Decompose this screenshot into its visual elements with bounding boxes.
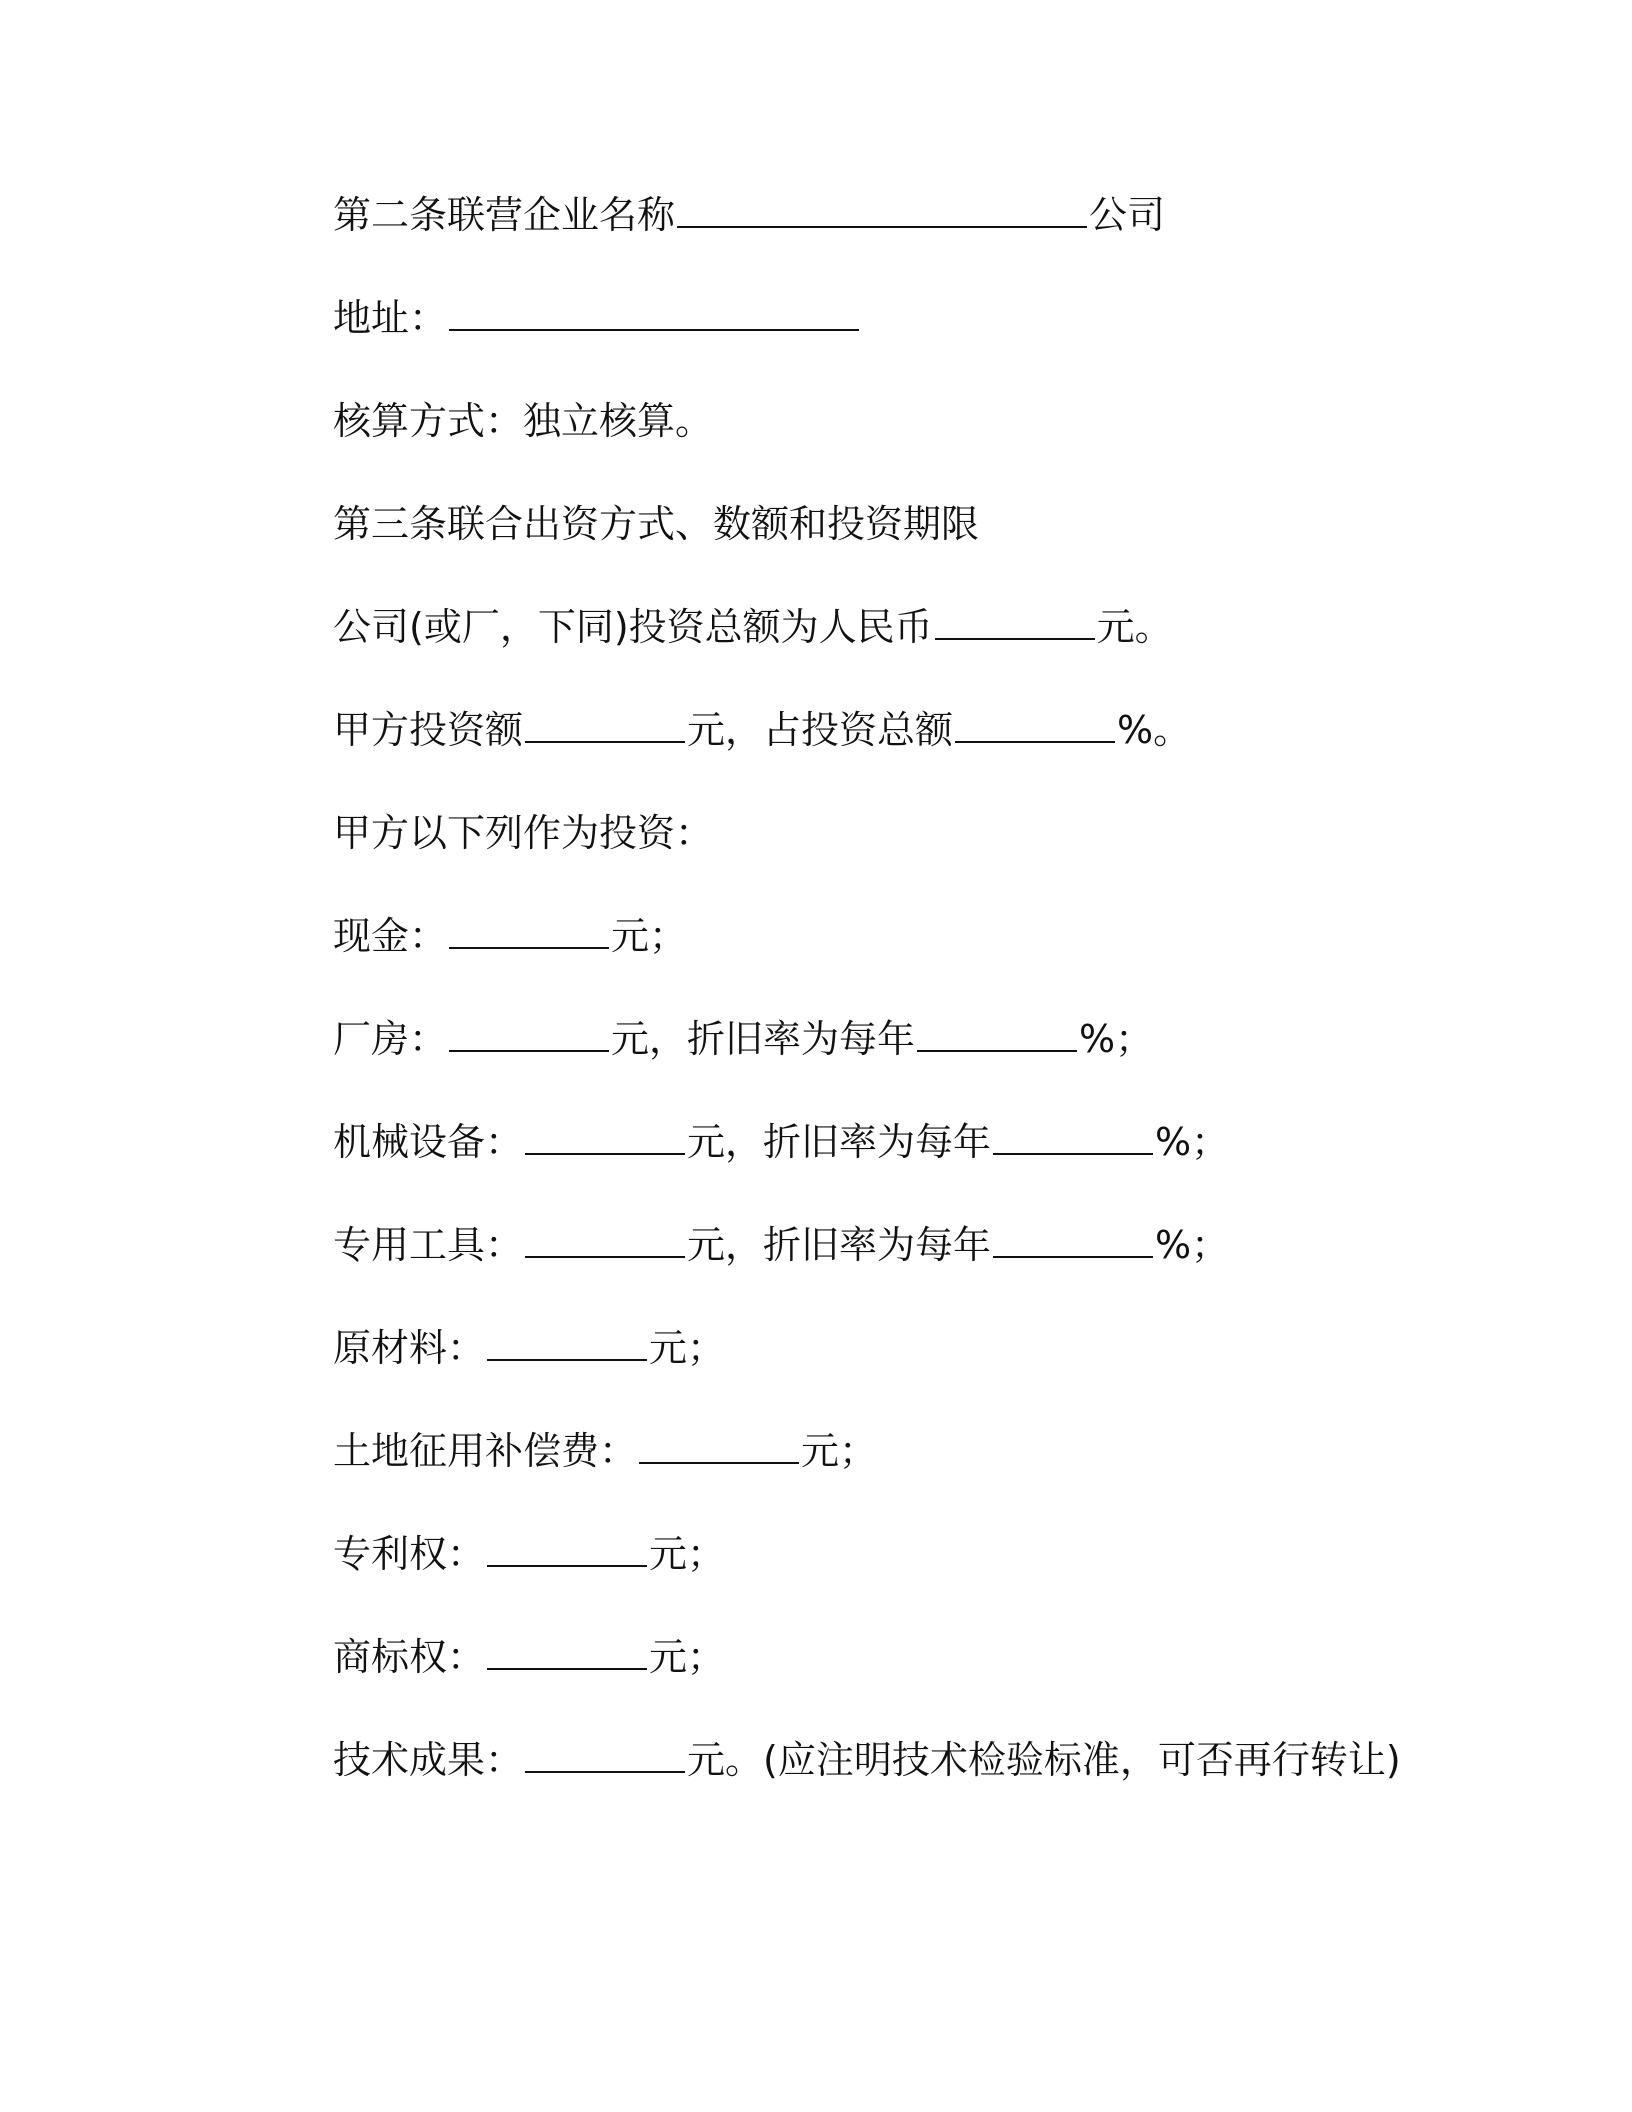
- blank-field-raw-materials[interactable]: [487, 1329, 647, 1361]
- text: 专用工具：: [333, 1223, 524, 1267]
- blank-field-company-name[interactable]: [677, 196, 1087, 228]
- blank-field-land-compensation[interactable]: [639, 1432, 799, 1464]
- blank-field-party-a-percent[interactable]: [955, 711, 1115, 743]
- total-investment-line: [333, 597, 1173, 657]
- text: 元；: [649, 1532, 726, 1576]
- blank-field-machinery-depreciation[interactable]: [993, 1123, 1153, 1155]
- raw-materials-line: [333, 1318, 725, 1378]
- text: 厂房：: [333, 1017, 448, 1061]
- text: 元，占投资总额: [687, 708, 954, 752]
- text: 现金：: [333, 914, 448, 958]
- address-line: [333, 288, 861, 348]
- text: 第二条联营企业名称: [333, 193, 676, 237]
- cash-line: [333, 906, 687, 966]
- text: 甲方投资额: [333, 708, 524, 752]
- text: 公司(或厂，下同)投资总额为人民币: [333, 605, 933, 649]
- blank-field-factory-amount[interactable]: [449, 1020, 609, 1052]
- blank-field-trademark[interactable]: [487, 1638, 647, 1670]
- text: 机械设备：: [333, 1120, 524, 1164]
- blank-field-tools-depreciation[interactable]: [993, 1226, 1153, 1258]
- blank-field-address[interactable]: [449, 299, 859, 331]
- special-tools-line: [333, 1215, 1229, 1275]
- text: 商标权：: [333, 1635, 486, 1679]
- blank-field-total-investment[interactable]: [935, 608, 1095, 640]
- party-a-items-heading: [333, 803, 713, 863]
- machinery-line: [333, 1112, 1229, 1172]
- text: 元，折旧率为每年: [687, 1120, 992, 1164]
- blank-field-tools-amount[interactable]: [525, 1226, 685, 1258]
- text: %；: [1155, 1223, 1230, 1267]
- accounting-method-line: [333, 391, 713, 451]
- land-compensation-line: [333, 1421, 877, 1481]
- blank-field-cash[interactable]: [449, 917, 609, 949]
- blank-field-patent[interactable]: [487, 1535, 647, 1567]
- text: 元，折旧率为每年: [611, 1017, 916, 1061]
- blank-field-technical-achievements[interactable]: [525, 1741, 685, 1773]
- text: 技术成果：: [333, 1738, 524, 1782]
- text: %。: [1117, 708, 1192, 752]
- text: 核算方式：独立核算。: [333, 399, 714, 443]
- text: 甲方以下列作为投资：: [333, 811, 714, 855]
- text: 专利权：: [333, 1532, 486, 1576]
- blank-field-machinery-amount[interactable]: [525, 1123, 685, 1155]
- technical-achievements-line: [333, 1730, 1401, 1790]
- patent-line: [333, 1524, 725, 1584]
- blank-field-party-a-amount[interactable]: [525, 711, 685, 743]
- text: 土地征用补偿费：: [333, 1429, 638, 1473]
- text: 元，折旧率为每年: [687, 1223, 992, 1267]
- text: %；: [1155, 1120, 1230, 1164]
- trademark-line: [333, 1627, 725, 1687]
- text: 原材料：: [333, 1326, 486, 1370]
- blank-field-factory-depreciation[interactable]: [917, 1020, 1077, 1052]
- text: 元。: [1096, 605, 1173, 649]
- text: 地址：: [333, 296, 448, 340]
- party-a-investment-line: [333, 700, 1191, 760]
- text: %；: [1079, 1017, 1154, 1061]
- text: 第三条联合出资方式、数额和投资期限: [333, 502, 980, 546]
- text: 元。(应注明技术检验标准，可否再行转让): [687, 1738, 1401, 1782]
- text: 公司: [1089, 193, 1166, 237]
- factory-building-line: [333, 1009, 1153, 1069]
- text: 元；: [611, 914, 688, 958]
- text: 元；: [649, 1326, 726, 1370]
- text: 元；: [801, 1429, 878, 1473]
- article-3-heading: [333, 494, 979, 554]
- text: 元；: [649, 1635, 726, 1679]
- article-2-company-name: [333, 185, 1165, 245]
